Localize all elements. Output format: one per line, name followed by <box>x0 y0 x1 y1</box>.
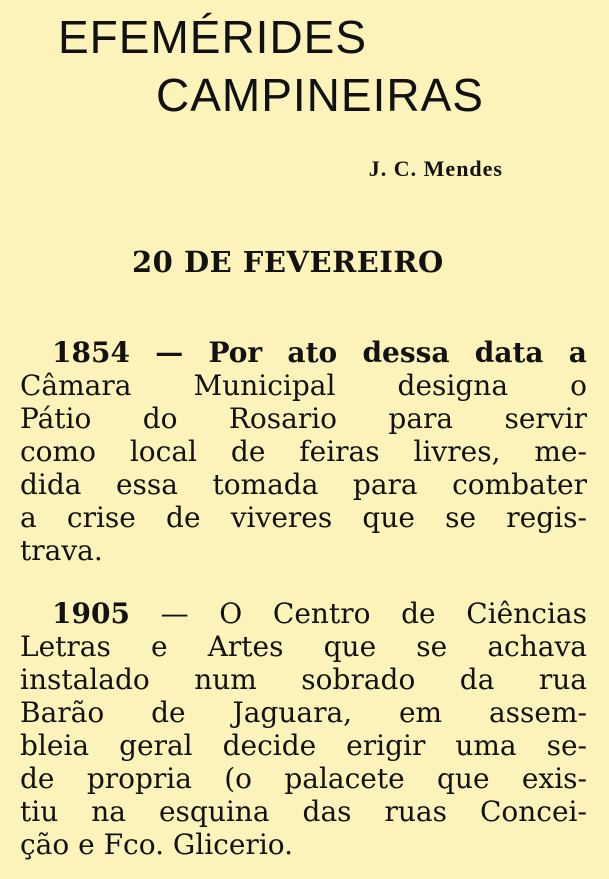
paragraph-line: como local de feiras livres, me- <box>20 435 587 468</box>
entry-1854 <box>20 336 587 567</box>
title-line-2: CAMPINEIRAS <box>156 69 484 121</box>
paragraph-line: 1854 — Por ato dessa data a <box>52 336 587 369</box>
paragraph-line: bleia geral decide erigir uma se- <box>20 729 587 762</box>
paragraph-line: tiu na esquina das ruas Concei- <box>20 795 587 828</box>
paragraph-line: Pátio do Rosario para servir <box>20 402 587 435</box>
paragraph-line: Letras e Artes que se achava <box>20 630 587 663</box>
paragraph-line: a crise de viveres que se regis- <box>20 501 587 534</box>
paragraph-line: ção e Fco. Glicerio. <box>20 828 294 861</box>
paragraph-line: trava. <box>20 534 103 567</box>
date-heading: 20 DE FEVEREIRO <box>132 245 444 279</box>
paragraph-line: instalado num sobrado da rua <box>20 663 587 696</box>
paragraph-line: de propria (o palacete que exis- <box>20 762 587 795</box>
paragraph-line: Barão de Jaguara, em assem- <box>20 696 587 729</box>
title-line-1: EFEMÉRIDES <box>58 11 368 63</box>
entry-1905 <box>20 597 587 861</box>
author-byline: J. C. Mendes <box>368 156 503 181</box>
paragraph-line: Câmara Municipal designa o <box>20 369 587 402</box>
paragraph-line: 1905 — O Centro de Ciências <box>52 597 587 630</box>
paragraph-line: dida essa tomada para combater <box>20 468 587 501</box>
